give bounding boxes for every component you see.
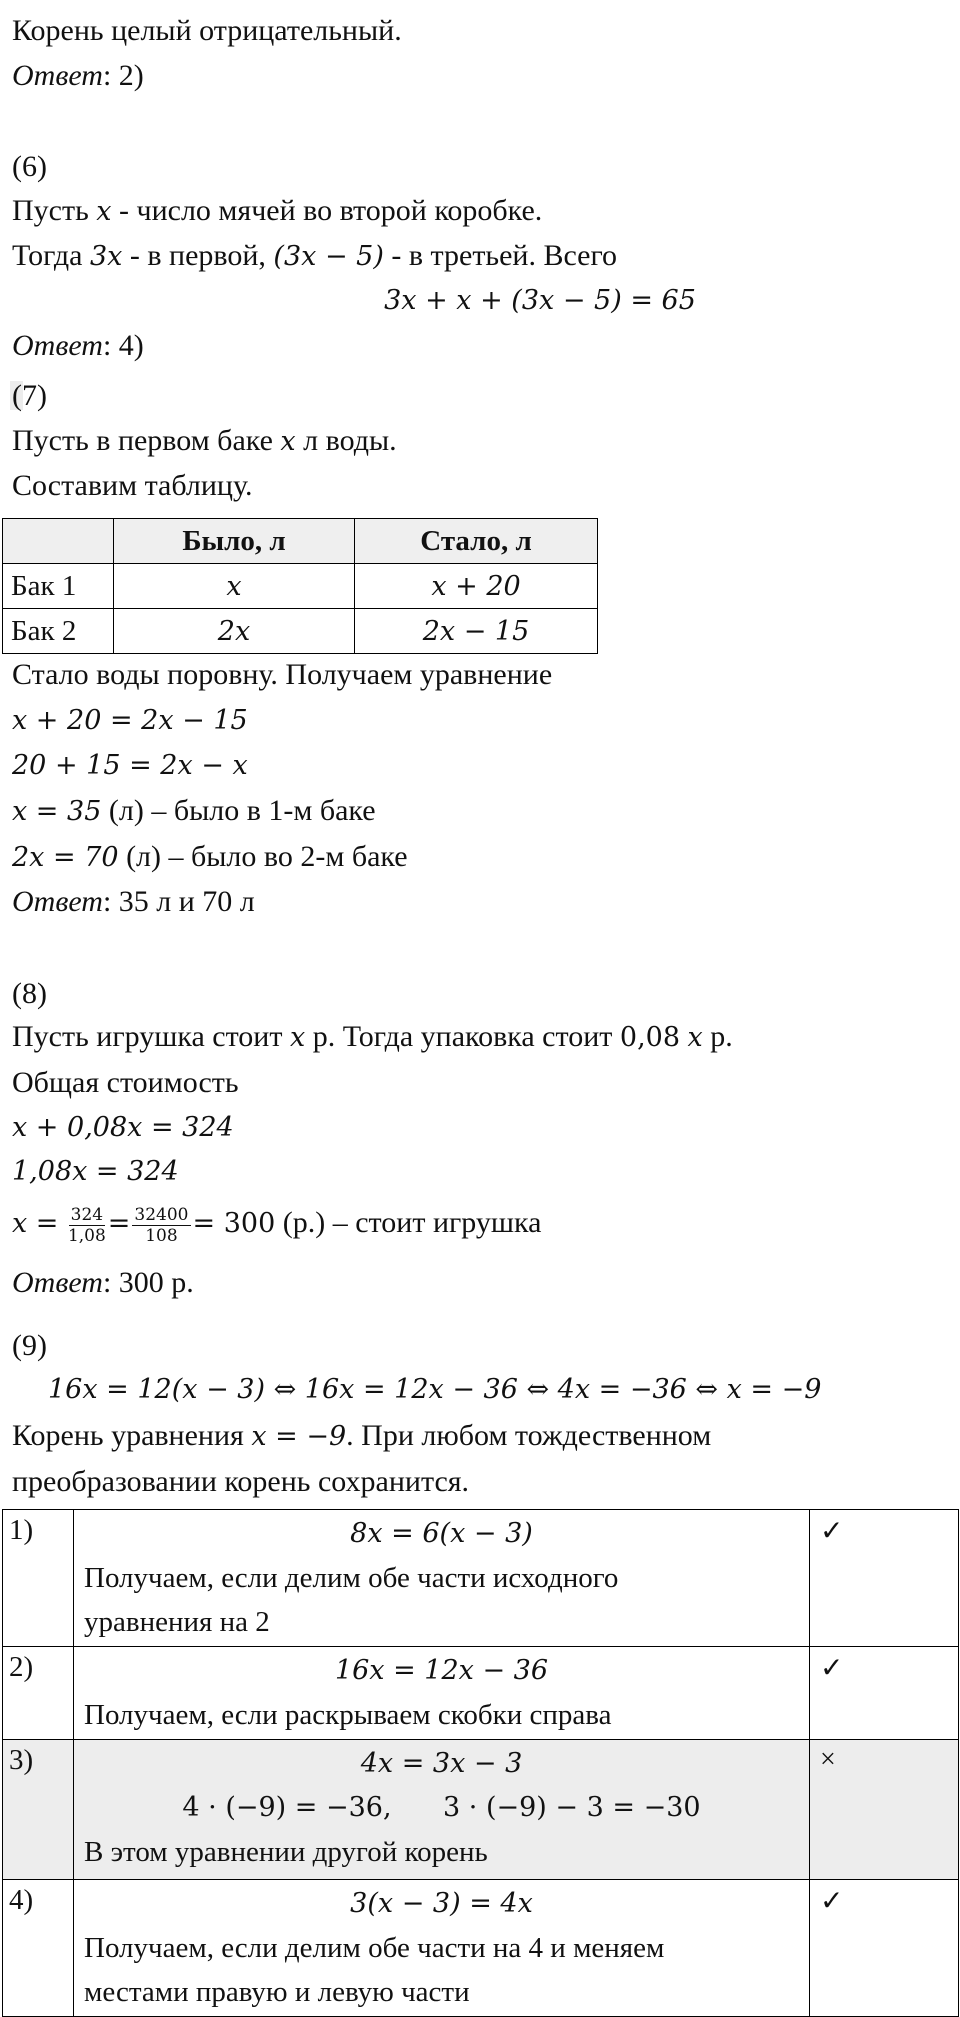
text: . При любом тождественном xyxy=(346,1419,712,1452)
fraction-equation: x = $\frac{324}{1,08}$ = $\frac{32400}{108}$ = 300 (р.) – стоит игрушка xyxy=(12,1204,542,1246)
check-icon: ✓ xyxy=(810,1880,959,2017)
answer-value: : 300 р. xyxy=(102,1266,194,1299)
check-icon: ✓ xyxy=(810,1510,959,1647)
problem-number: (7) xyxy=(12,379,47,412)
volume-table xyxy=(2,518,598,654)
table-row xyxy=(3,564,598,609)
text-line xyxy=(12,1018,733,1057)
problem-number: (8) xyxy=(12,977,47,1010)
equation xyxy=(12,838,408,877)
table-cell: Бак 1 xyxy=(3,564,114,609)
fraction xyxy=(132,1205,190,1246)
equation: 4x = 3x − 3 xyxy=(360,1748,523,1779)
text-line: Корень целый отрицательный. xyxy=(12,14,402,47)
equation: 20 + 15 = 2x − x xyxy=(12,750,248,781)
text: Пусть xyxy=(12,194,97,227)
answer-line xyxy=(12,327,144,365)
row-number: 1) xyxy=(3,1510,74,1647)
math: x = −9 xyxy=(251,1421,347,1452)
variable: x xyxy=(687,1022,703,1053)
text: (р.) – стоит игрушка xyxy=(275,1206,542,1239)
text: Пусть в первом баке xyxy=(12,424,281,457)
table-cell: Бак 2 xyxy=(3,609,114,654)
text-line: Составим таблицу. xyxy=(12,469,253,502)
table-header-row xyxy=(3,519,598,564)
row-content xyxy=(74,1740,810,1880)
variable: x xyxy=(280,426,296,457)
variable: x xyxy=(96,196,112,227)
answer-label: Ответ xyxy=(12,59,103,92)
math: x = 35 xyxy=(12,796,102,827)
math: = 300 xyxy=(192,1208,276,1239)
problem-number: (9) xyxy=(12,1329,47,1362)
explanation: Получаем, если делим обе части исходного xyxy=(84,1562,619,1594)
table-row xyxy=(3,609,598,654)
row-number: 4) xyxy=(3,1880,74,2017)
table-header xyxy=(3,519,114,564)
explanation: Получаем, если раскрываем скобки справа xyxy=(84,1699,612,1731)
math: 3x xyxy=(89,241,123,272)
text-line xyxy=(12,422,397,461)
text: Тогда xyxy=(12,239,90,272)
equation: 16x = 12x − 36 xyxy=(334,1655,549,1686)
check-icon: ✓ xyxy=(810,1647,959,1740)
answer-line xyxy=(12,883,255,921)
math: 2x = 70 xyxy=(12,842,119,873)
table-header: Стало, л xyxy=(355,519,598,564)
equation: x + 20 = 2x − 15 xyxy=(12,705,248,736)
math: 0,08 xyxy=(619,1022,681,1053)
equation: 8x = 6(x − 3) xyxy=(350,1518,533,1549)
math: (3x − 5) xyxy=(273,241,384,272)
table-row xyxy=(3,1740,959,1880)
math: x = xyxy=(12,1208,59,1239)
text: Пусть игрушка стоит xyxy=(12,1020,290,1053)
denominator: 108 xyxy=(145,1225,178,1246)
table-row xyxy=(3,1510,959,1647)
answer-value: : 35 л и 70 л xyxy=(102,885,255,918)
table-header: Было, л xyxy=(114,519,355,564)
row-content xyxy=(74,1880,810,2017)
text: - число мячей во второй коробке. xyxy=(111,194,543,227)
text: р. xyxy=(702,1020,733,1053)
table-cell: 2x − 15 xyxy=(355,609,598,654)
transformations-table xyxy=(2,1509,959,2017)
explanation: местами правую и левую части xyxy=(84,1976,470,2008)
row-content xyxy=(74,1510,810,1647)
text: Корень уравнения xyxy=(12,1419,252,1452)
text-line: преобразовании корень сохранится. xyxy=(12,1465,470,1498)
check-calculation: 4 · (−9) = −36, 3 · (−9) − 3 = −30 xyxy=(182,1792,701,1823)
text: (л) – было в 1-м баке xyxy=(101,794,376,827)
problem-number: (6) xyxy=(12,150,47,183)
row-content xyxy=(74,1647,810,1740)
row-number: 2) xyxy=(3,1647,74,1740)
text: - в первой, xyxy=(122,239,274,272)
equation: x + 0,08x = 324 xyxy=(12,1112,234,1143)
explanation: В этом уравнении другой корень xyxy=(84,1836,488,1868)
text-line xyxy=(12,192,542,231)
answer-line xyxy=(12,57,144,95)
text-line xyxy=(12,237,617,276)
text-line xyxy=(12,1417,711,1456)
denominator: 1,08 xyxy=(67,1225,106,1246)
table-row xyxy=(3,1647,959,1740)
variable: x xyxy=(289,1022,306,1053)
table-cell: x + 20 xyxy=(355,564,598,609)
equation: 3(x − 3) = 4x xyxy=(350,1888,533,1919)
text-line: Стало воды поровну. Получаем уравнение xyxy=(12,658,553,691)
table-cell: x xyxy=(114,564,355,609)
equation: 1,08x = 324 xyxy=(12,1156,179,1187)
text: (л) – было во 2-м баке xyxy=(118,840,408,873)
row-number: 3) xyxy=(3,1740,74,1880)
text: р. Тогда упаковка стоит xyxy=(305,1020,620,1053)
answer-label: Ответ xyxy=(12,1266,103,1299)
explanation: уравнения на 2 xyxy=(84,1606,270,1638)
explanation: Получаем, если делим обе части на 4 и меняем xyxy=(84,1932,665,1964)
answer-line xyxy=(12,1264,194,1302)
equation: 16x = 12(x − 3) ⇔ 16x = 12x − 36 ⇔ 4x = −36 ⇔ x = −9 xyxy=(48,1374,822,1405)
answer-label: Ответ xyxy=(12,885,103,918)
answer-label: Ответ xyxy=(12,329,103,362)
table-row xyxy=(3,1880,959,2017)
text: - в третьей. Всего xyxy=(383,239,618,272)
equation: 3x + x + (3x − 5) = 65 xyxy=(384,285,696,316)
answer-value: : 4) xyxy=(102,329,144,362)
equation xyxy=(12,792,376,831)
text-line: Общая стоимость xyxy=(12,1066,239,1099)
numerator: 324 xyxy=(70,1204,104,1225)
answer-value: : 2) xyxy=(102,59,144,92)
numerator: 32400 xyxy=(134,1204,189,1225)
cross-icon: × xyxy=(810,1740,959,1880)
text: л воды. xyxy=(295,424,397,457)
table-cell: 2x xyxy=(114,609,355,654)
fraction xyxy=(68,1205,106,1246)
